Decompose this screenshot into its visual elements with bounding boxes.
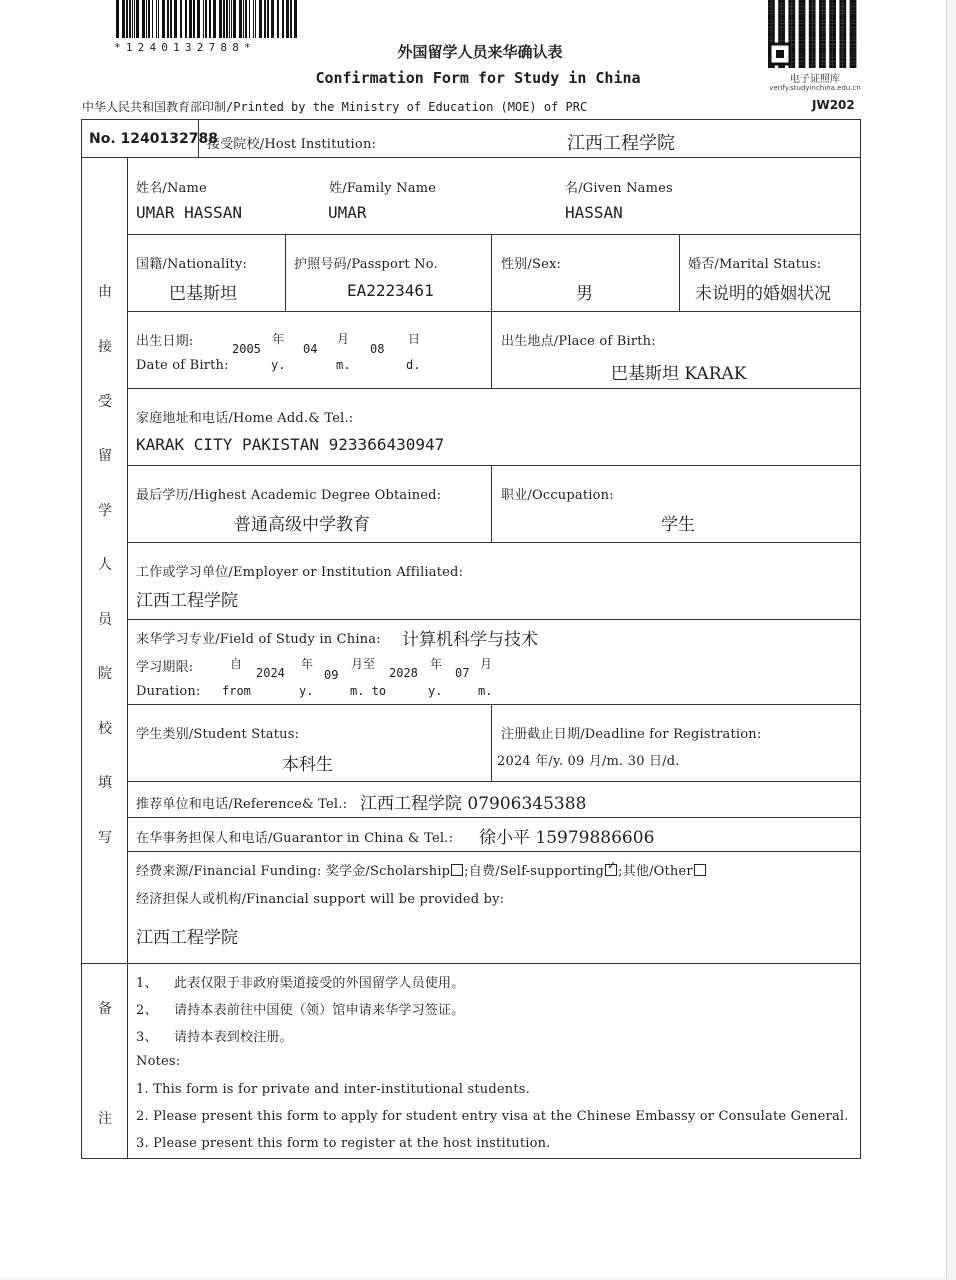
rule: [127, 388, 861, 389]
barcode-number: *1240132788*: [114, 41, 256, 54]
side-label-char: 校: [98, 721, 112, 737]
note-en-1: 1. This form is for private and inter-institutional students.: [136, 1082, 530, 1097]
deadline-label: 注册截止日期/Deadline for Registration:: [501, 727, 762, 742]
degree-label: 最后学历/Highest Academic Degree Obtained:: [136, 488, 442, 503]
host-institution-label: 接受院校/Host Institution:: [207, 137, 377, 152]
start-year: 2024: [256, 666, 285, 680]
printed-by: 中华人民共和国教育部印制/Printed by the Ministry of Education (MOE) of PRC: [82, 100, 588, 114]
name-label: 姓名/Name: [136, 181, 207, 196]
duration-y2-cn: 年: [430, 657, 443, 671]
rule: [491, 704, 492, 781]
rule: [81, 157, 861, 158]
duration-label-cn: 学习期限:: [136, 660, 194, 675]
dob-month-cn: 月: [337, 332, 350, 346]
occupation-label: 职业/Occupation:: [501, 488, 614, 503]
dob-month: 04: [303, 342, 318, 356]
note-2: 请持本表前往中国使（领）馆申请来华学习签证。: [174, 1003, 465, 1018]
qr-url: verify.studyinchina.edu.cn: [769, 84, 861, 92]
rule: [127, 704, 861, 705]
financial-support-label: 经济担保人或机构/Financial support will be provided by:: [136, 892, 505, 907]
side-label-char: 人: [98, 557, 112, 573]
duration-label-en: Duration:: [136, 684, 201, 699]
rule: [127, 817, 861, 818]
rule: [127, 781, 861, 782]
start-month: 09: [324, 668, 339, 682]
student-status-label: 学生类别/Student Status:: [136, 727, 300, 742]
employer-label: 工作或学习单位/Employer or Institution Affiliated:: [136, 565, 464, 580]
student-status-value: 本科生: [282, 755, 333, 775]
duration-m2-cn: 月: [480, 657, 493, 671]
guarantor-value: 徐小平 15979886606: [479, 828, 655, 848]
scholarship-option: 奖学金/Scholarship: [325, 864, 451, 879]
duration-m-to-en: m. to: [350, 684, 387, 698]
name-value: UMAR HASSAN: [136, 203, 242, 222]
self-supporting-option: ;自费/Self-supporting: [464, 864, 605, 879]
address-label: 家庭地址和电话/Home Add.& Tel.:: [136, 411, 354, 426]
duration-from-cn: 自: [230, 657, 243, 671]
title-en: Confirmation Form for Study in China: [315, 69, 641, 87]
dob-year-cn: 年: [272, 332, 285, 346]
rule: [127, 619, 861, 620]
rule: [491, 465, 492, 542]
dob-day-en: d.: [406, 358, 421, 372]
degree-value: 普通高级中学教育: [234, 515, 370, 535]
side-label-char: 学: [98, 503, 112, 519]
rule: [127, 311, 861, 312]
passport-value: EA2223461: [347, 281, 434, 300]
note-2-num: 2、: [136, 1003, 158, 1018]
barcode: [114, 0, 300, 40]
duration-m2-en: m.: [478, 684, 493, 698]
rule: [127, 851, 861, 852]
given-names-value: HASSAN: [565, 203, 623, 222]
note-3: 请持本表到校注册。: [174, 1030, 293, 1045]
side-label-char: 写: [98, 830, 112, 846]
nationality-label: 国籍/Nationality:: [136, 257, 248, 272]
rule: [127, 542, 861, 543]
birthplace-label: 出生地点/Place of Birth:: [501, 334, 656, 349]
reference-label: 推荐单位和电话/Reference& Tel.:: [136, 797, 348, 812]
side-label-char: 院: [98, 666, 112, 682]
reference-value: 江西工程学院 07906345388: [360, 794, 587, 814]
guarantor-label: 在华事务担保人和电话/Guarantor in China & Tel.:: [136, 831, 454, 846]
side-label-char: 受: [98, 394, 112, 410]
rule: [491, 234, 492, 388]
dob-label-en: Date of Birth:: [136, 358, 229, 373]
marital-value: 未说明的婚姻状况: [695, 284, 831, 304]
note-1-num: 1、: [136, 976, 158, 991]
qr-pattern: [768, 0, 862, 68]
qr-label: 电子证照库: [790, 74, 840, 85]
field-label: 来华学习专业/Field of Study in China:: [136, 632, 381, 647]
rule: [285, 234, 286, 311]
nationality-value: 巴基斯坦: [169, 284, 237, 304]
dob-year-en: y.: [271, 358, 286, 372]
family-name-value: UMAR: [328, 203, 367, 222]
notes-side-char: 注: [98, 1111, 112, 1127]
side-label-char: 员: [98, 612, 112, 628]
self-supporting-checkbox: [605, 864, 617, 876]
duration-y-en: y.: [299, 684, 314, 698]
rule: [127, 465, 861, 466]
dob-day-cn: 日: [408, 332, 421, 346]
notes-heading: Notes:: [136, 1054, 181, 1069]
rule: [127, 234, 861, 235]
side-label-char: 接: [98, 339, 112, 355]
rule: [679, 234, 680, 311]
form-number: No. 1240132788: [89, 131, 218, 147]
form-code: JW202: [812, 98, 855, 112]
funding-line: [136, 860, 707, 879]
side-label-char: 填: [98, 775, 112, 791]
side-label-char: 由: [98, 284, 112, 300]
occupation-value: 学生: [661, 515, 695, 535]
note-3-num: 3、: [136, 1030, 158, 1045]
end-year: 2028: [389, 666, 418, 680]
employer-value: 江西工程学院: [136, 591, 238, 611]
passport-label: 护照号码/Passport No.: [294, 257, 438, 272]
field-value: 计算机科学与技术: [402, 630, 538, 650]
family-name-label: 姓/Family Name: [329, 181, 437, 196]
side-label-char: 留: [98, 448, 112, 464]
address-value: KARAK CITY PAKISTAN 923366430947: [136, 435, 445, 454]
scholarship-checkbox: [451, 864, 463, 876]
host-institution-value: 江西工程学院: [567, 133, 675, 154]
dob-label-cn: 出生日期:: [136, 334, 194, 349]
duration-y-cn: 年: [301, 657, 314, 671]
note-1: 此表仅限于非政府渠道接受的外国留学人员使用。: [174, 976, 465, 991]
sex-label: 性别/Sex:: [501, 257, 562, 272]
dob-month-en: m.: [336, 358, 351, 372]
notes-side-char: 备: [98, 1001, 112, 1017]
end-month: 07: [455, 666, 470, 680]
birthplace-value: 巴基斯坦 KARAK: [611, 364, 747, 384]
other-option: ;其他/Other: [618, 864, 693, 879]
funding-label: 经费来源/Financial Funding:: [136, 864, 322, 879]
marital-label: 婚否/Marital Status:: [688, 257, 822, 272]
title-cn: 外国留学人员来华确认表: [397, 43, 563, 61]
barcode-bars: [114, 0, 300, 40]
given-names-label: 名/Given Names: [565, 181, 673, 196]
deadline-value: 2024 年/y. 09 月/m. 30 日/d.: [497, 754, 680, 769]
dob-year: 2005: [232, 342, 261, 356]
note-en-2: 2. Please present this form to apply for student entry visa at the Chinese Embassy or Consulate General.: [136, 1109, 849, 1124]
financial-support-value: 江西工程学院: [136, 928, 238, 948]
note-en-3: 3. Please present this form to register at the host institution.: [136, 1136, 551, 1151]
duration-m-to-cn: 月至: [351, 657, 376, 671]
duration-y2-en: y.: [428, 684, 443, 698]
qr-code: [768, 0, 862, 68]
rule: [81, 963, 861, 964]
other-checkbox: [694, 864, 706, 876]
duration-from-en: from: [222, 684, 251, 698]
sex-value: 男: [576, 284, 593, 304]
dob-day: 08: [370, 342, 385, 356]
